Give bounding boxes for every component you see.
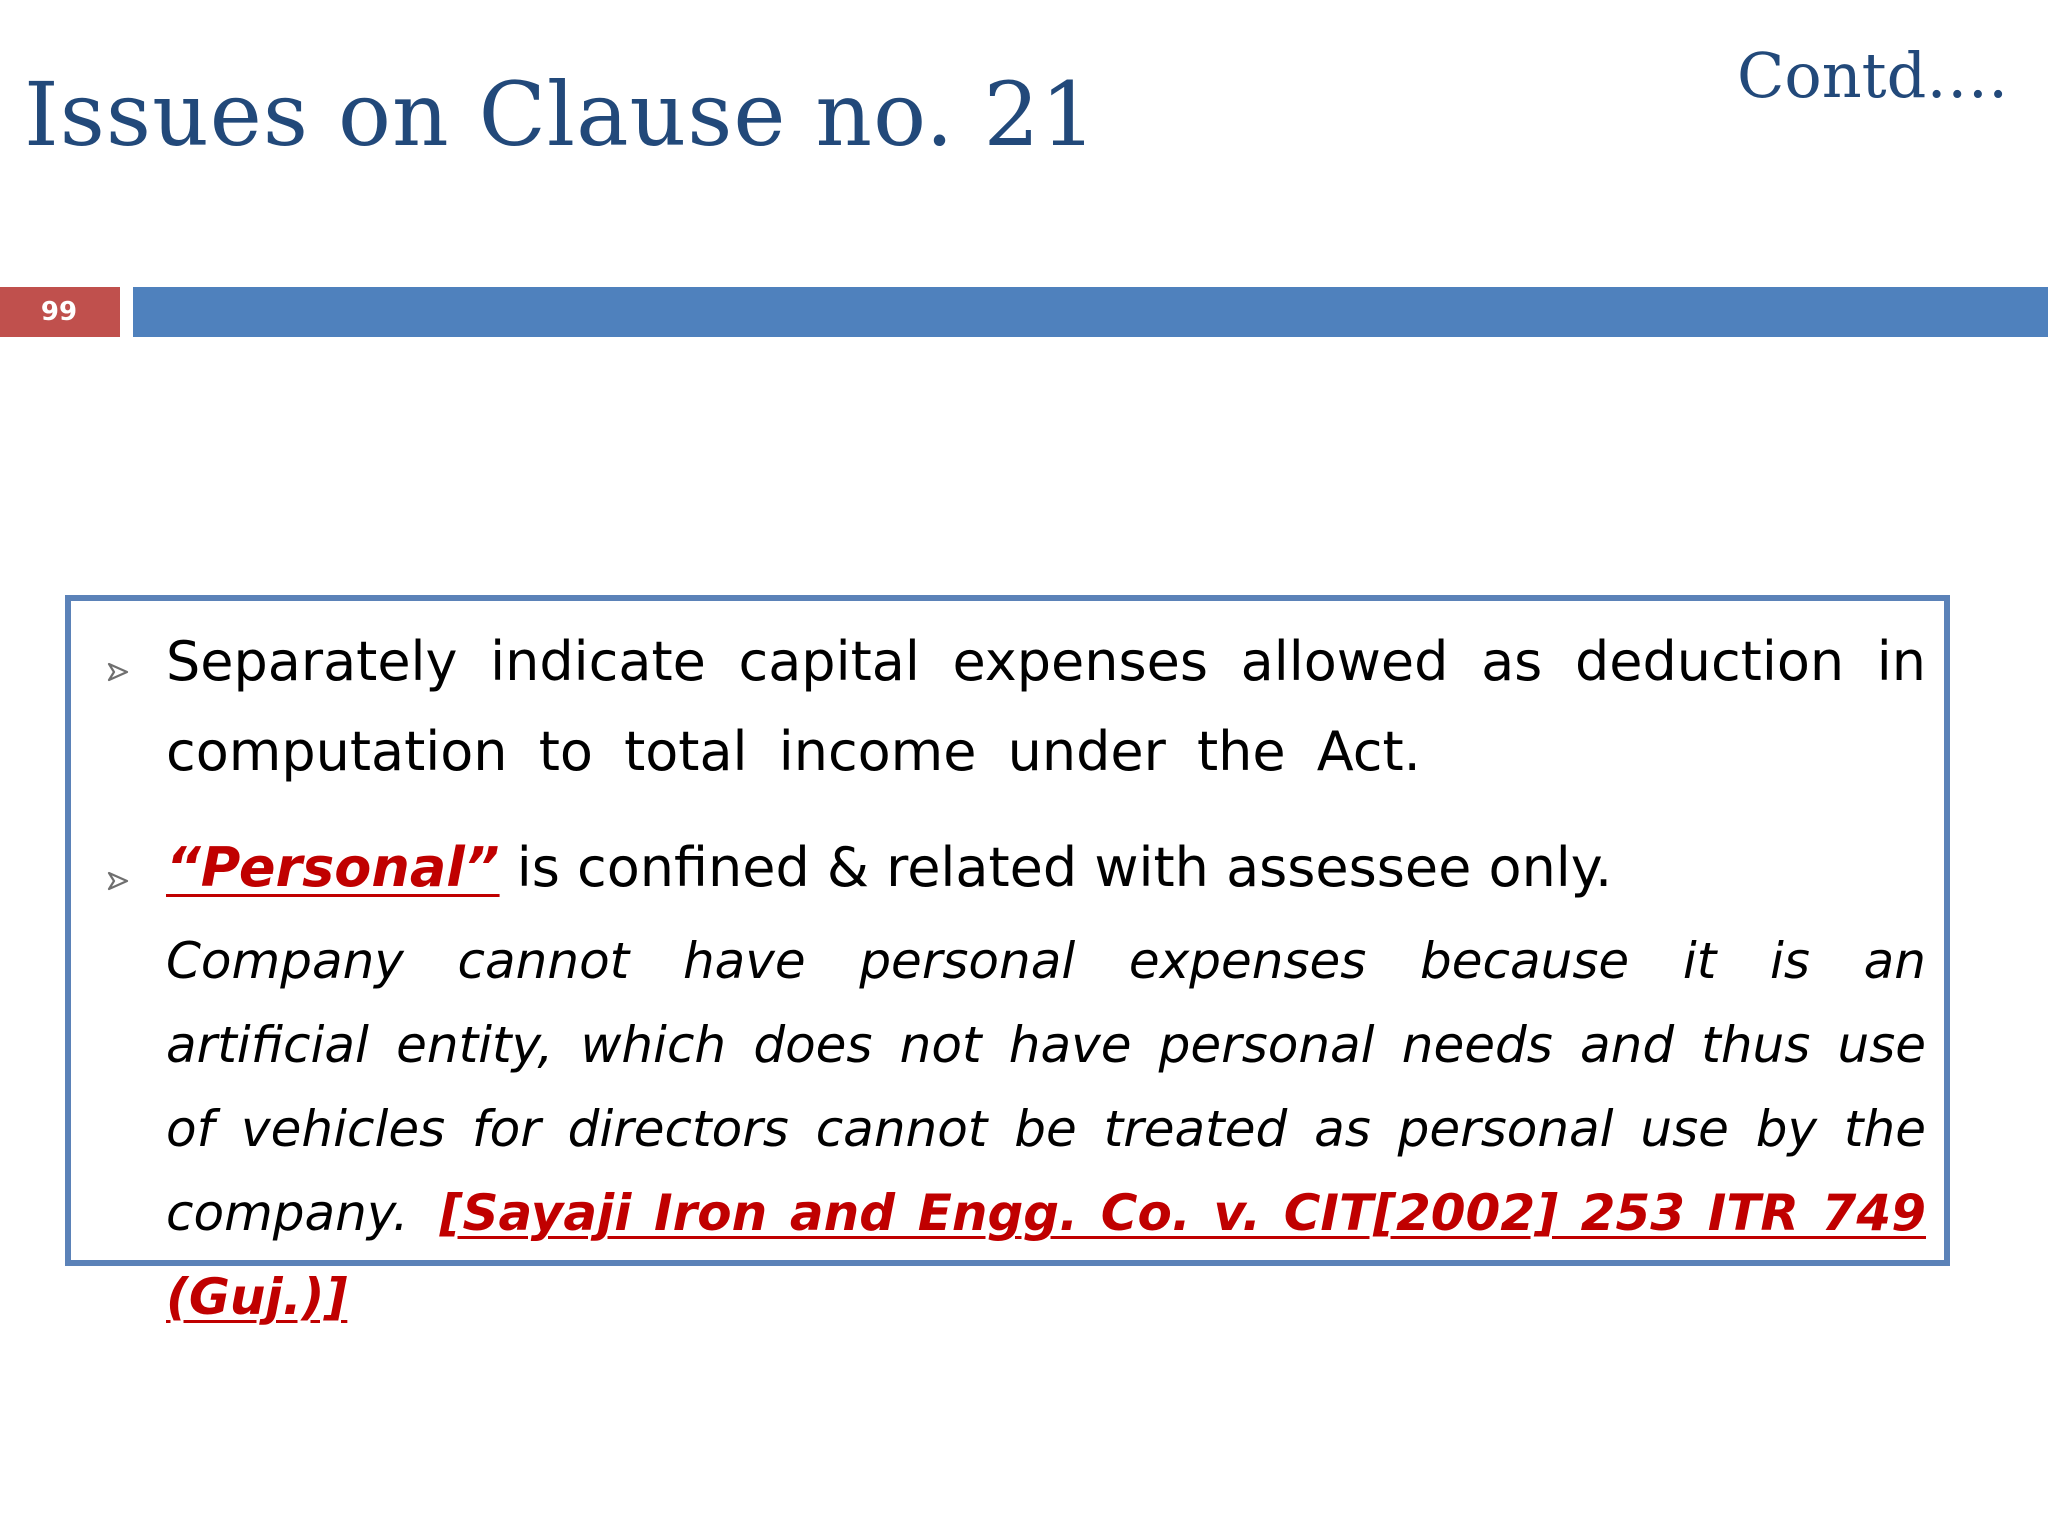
header-bar (133, 287, 2048, 337)
contd-label: Contd…. (1736, 39, 2008, 112)
explanation-paragraph (166, 919, 1926, 1339)
slide-title: Issues on Clause no. 21 (24, 63, 1098, 166)
page-number-badge: 99 (0, 287, 120, 337)
explanation-text: Company cannot have personal expenses because it is an artificial entity, which does not have personal needs and thus use of vehicles for directors cannot be treated as personal use by the company. (166, 932, 1926, 1242)
personal-term: “Personal” (166, 836, 500, 899)
case-citation: [Sayaji Iron and Engg. Co. v. CIT[2002] 253 ITR 749 (Guj.)] (166, 1184, 1926, 1326)
personal-definition: is confined & related with assessee only. (499, 836, 1613, 899)
content-box (65, 595, 1950, 1326)
arrowhead-bullet-icon (97, 861, 137, 901)
point-personal (166, 829, 1926, 907)
point-capital-expenses: Separately indicate capital expenses allowed as deduction in computation to total income under the Act. (166, 630, 1926, 783)
arrowhead-bullet-icon (97, 652, 137, 692)
